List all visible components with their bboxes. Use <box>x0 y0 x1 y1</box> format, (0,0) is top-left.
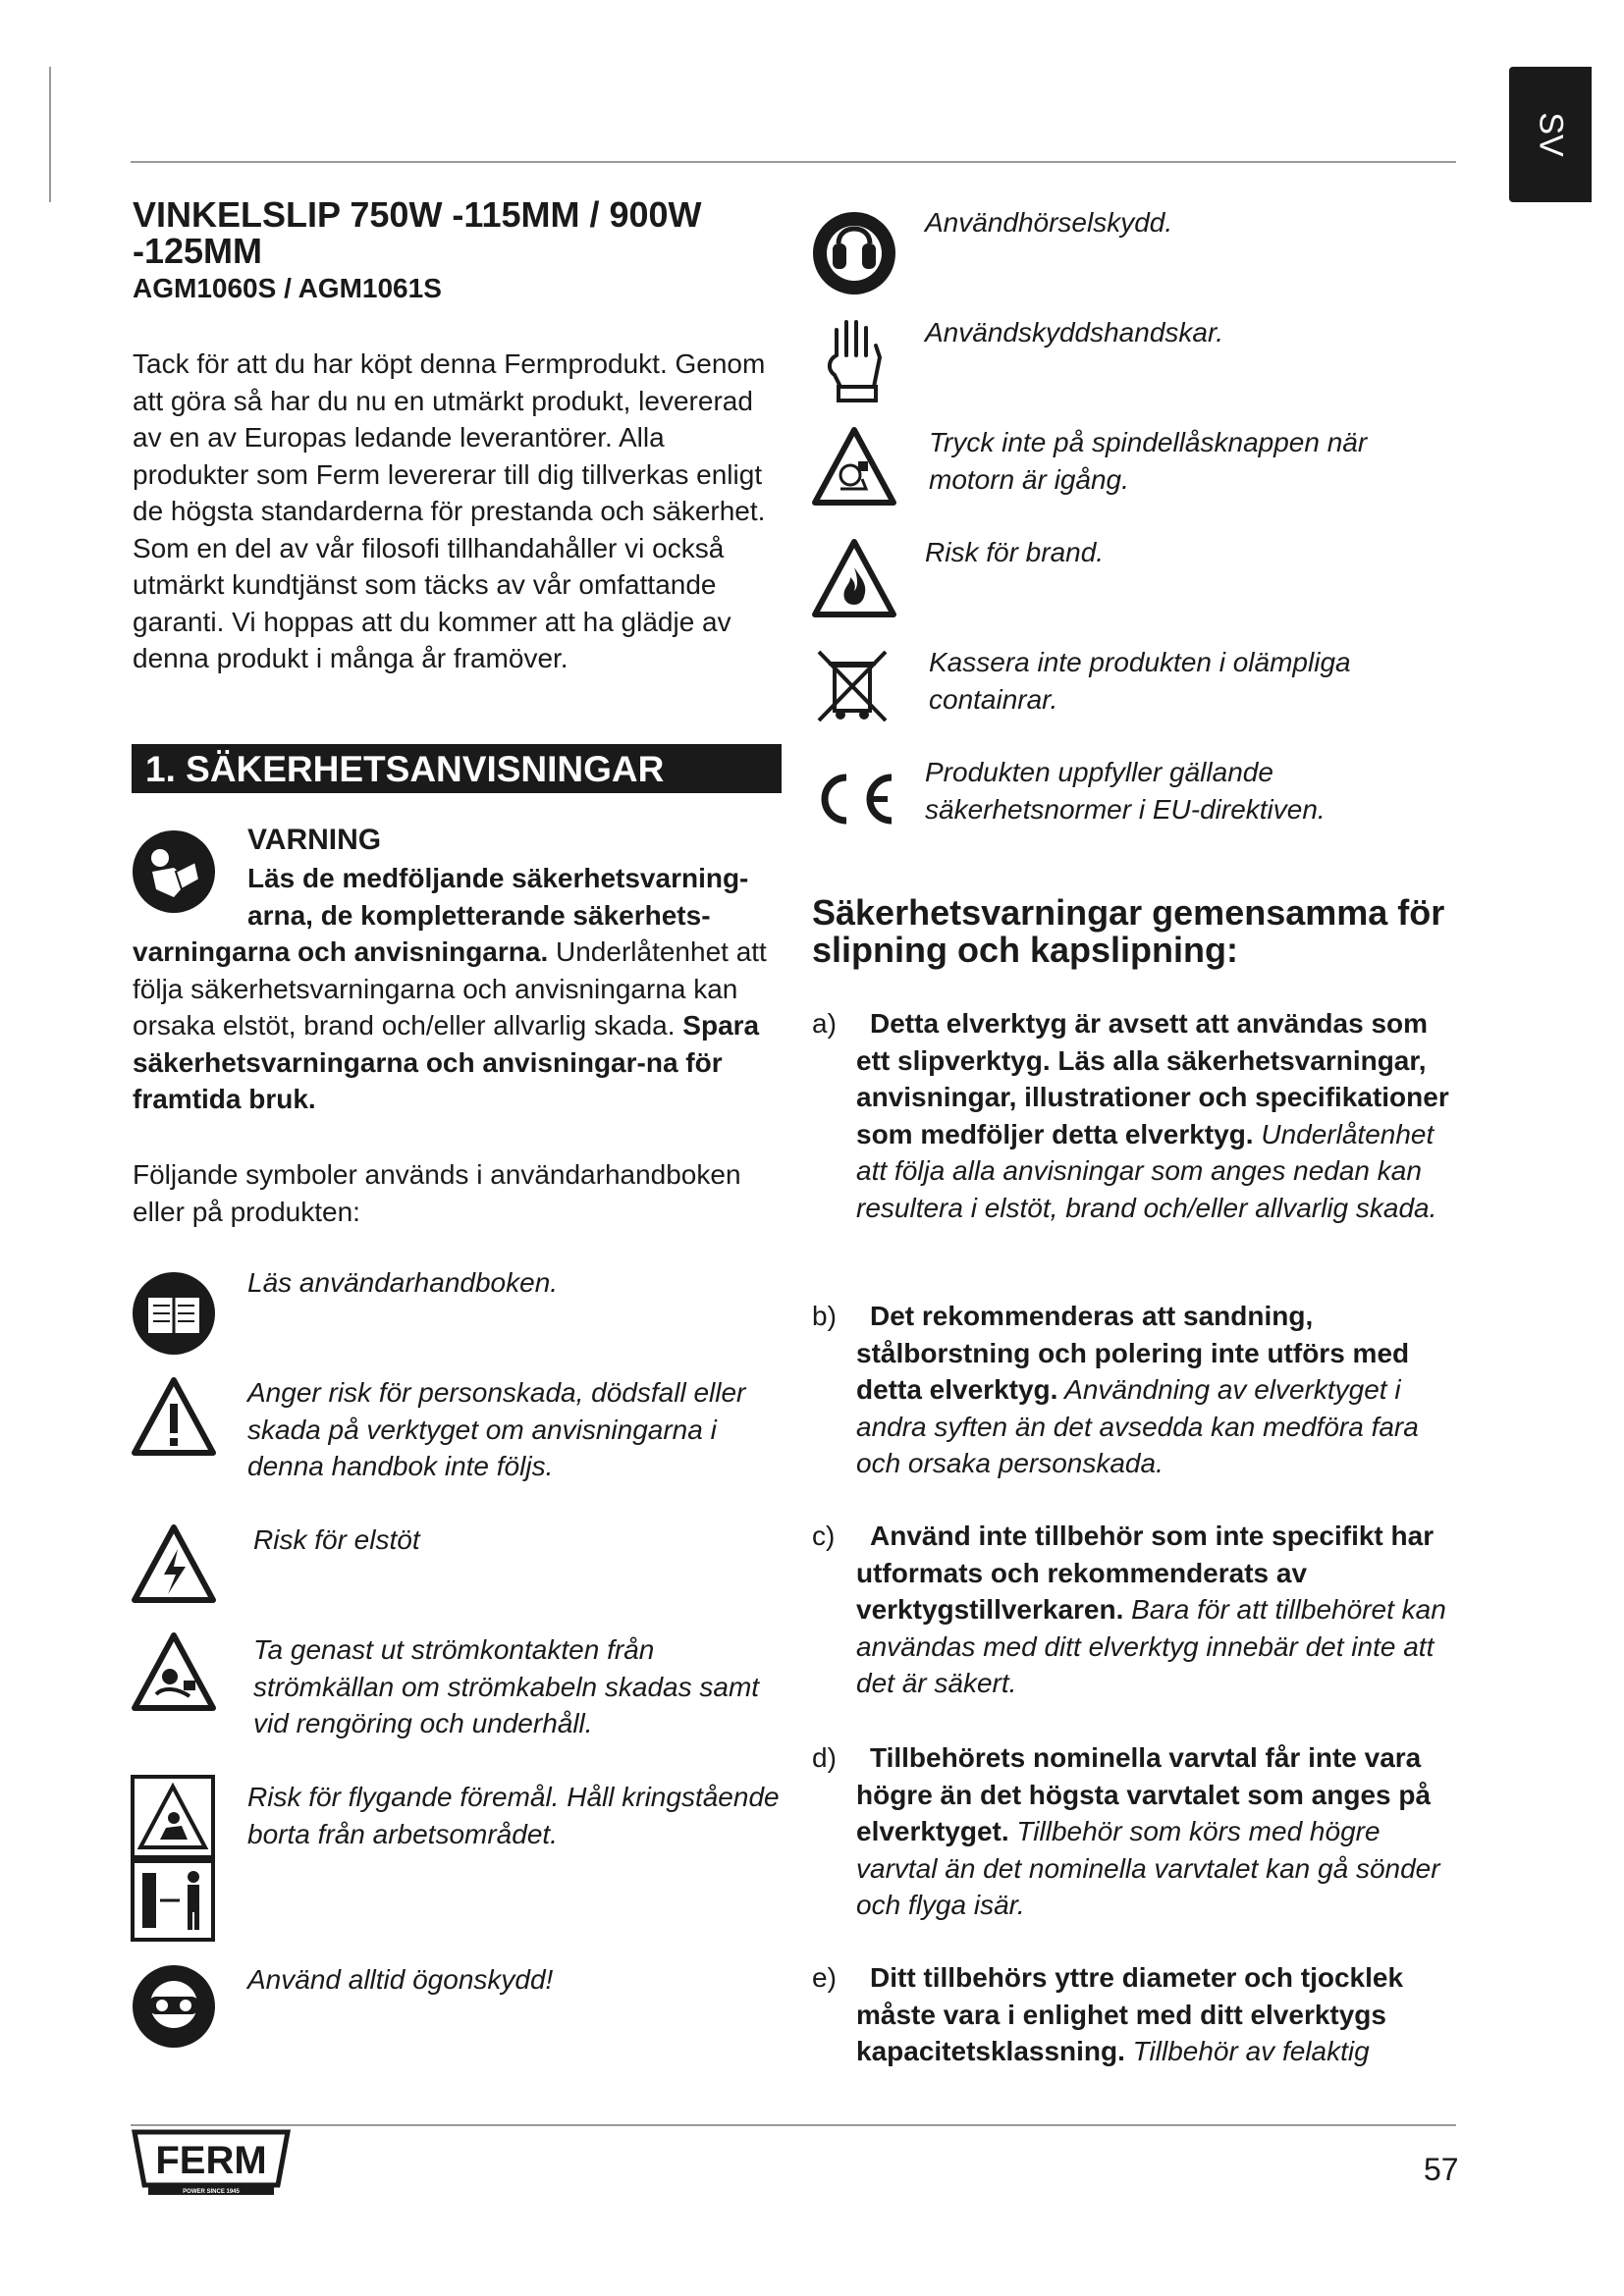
warning-body <box>133 860 785 1118</box>
manual-icon <box>131 1270 217 1362</box>
item-italic: Tillbehör som körs med högre varvtal än det nominella varvtalet kan gå sönder och flyga isär. <box>856 1816 1440 1920</box>
item-italic: Användning av elverktyget i andra syften än det avsedda kan medföra fara och orsaka personskada. <box>856 1374 1419 1478</box>
spindle-lock-icon <box>811 426 897 511</box>
eye-protection-icon <box>131 1963 217 2055</box>
logo-text: FERM <box>155 2139 267 2182</box>
item-italic: Underlåtenhet att följa alla anvisningar som anges nedan kan resultera i elstöt, brand och/eller allvarlig skada. <box>856 1118 1437 1223</box>
header-rule <box>131 161 1456 163</box>
language-tab-label: SV <box>1532 112 1570 157</box>
symbol-text-ce: Produkten uppfyller gällande säkerhetsnormer i EU-direktiven. <box>925 757 1326 825</box>
logo-tagline: POWER SINCE 1945 <box>183 2189 240 2195</box>
symbol-text-fire: Risk för brand. <box>925 537 1105 567</box>
item-bold: Tillbehörets nominella varvtal får inte vara högre än det högsta varvtalet som anges på elverktyget. <box>856 1742 1432 1846</box>
symbols-intro: Följande symboler används i användarhandboken eller på produkten: <box>133 1159 741 1227</box>
warning-paragraph <box>133 934 785 1118</box>
item-bold: Använd inte tillbehör som inte specifikt har utformats och rekommenderats av verktygstillverkaren. <box>856 1521 1435 1625</box>
flying-objects-icon <box>131 1775 215 1947</box>
ear-protection-icon <box>811 210 897 301</box>
fire-icon <box>811 538 897 623</box>
left-margin-line <box>49 67 51 202</box>
model-number: AGM1060S / AGM1061S <box>133 273 442 303</box>
item-bold: Detta elverktyg är avsett att användas som ett slipverktyg. Läs alla säkerhetsvarningar, anvisningar, illustrationer och specifikationer som medföljer detta elverktyg. <box>856 1008 1449 1149</box>
grinding-item-c <box>812 1518 1465 1702</box>
item-bold: Det rekommenderas att sandning, stålborstning och polering inte utförs med detta elverktyg. <box>856 1301 1410 1405</box>
symbol-text-warning: Anger risk för personskada, dödsfall eller skada på verktyget om anvisningarna i denna handbok inte följs. <box>247 1377 746 1481</box>
symbol-text-eye: Använd alltid ögonskydd! <box>247 1964 554 1995</box>
ferm-logo <box>131 2128 292 2197</box>
item-italic: Bara för att tillbehöret kan användas med ditt elverktyg innebär det inte att det är säkert. <box>856 1594 1446 1698</box>
gloves-icon <box>821 316 892 409</box>
item-label: c) <box>812 1521 836 1551</box>
warning-normal-span: Underlåtenhet att följa säkerhetsvarningarna och anvisningarna kan orsaka elstöt, brand och/eller allvarlig skada. <box>133 936 767 1041</box>
warning-bold-continued-span: varningarna och anvisningarna. <box>133 936 549 967</box>
symbol-text-weee: Kassera inte produkten i olämpliga containrar. <box>929 647 1351 715</box>
item-bold: Ditt tillbehörs yttre diameter och tjocklek måste vara i enlighet med ditt elverktygs kapacitetsklassning. <box>856 1962 1404 2066</box>
item-label: e) <box>812 1962 837 1993</box>
item-label: d) <box>812 1742 837 1773</box>
footer-rule <box>131 2124 1456 2126</box>
grinding-item-e <box>812 1959 1465 2070</box>
warning-bold-save-span: Spara säkerhetsvarningarna och anvisningar-na för framtida bruk. <box>133 1010 760 1114</box>
symbol-text-ear: Användhörselskydd. <box>925 207 1173 238</box>
symbol-text-unplug: Ta genast ut strömkontakten från strömkällan om strömkabeln skadas samt vid rengöring och underhåll. <box>253 1634 760 1738</box>
symbol-text-manual: Läs användarhandboken. <box>247 1267 559 1298</box>
symbol-text-spindle: Tryck inte på spindellåsknappen när motorn är igång. <box>929 427 1368 495</box>
section-heading-bar <box>132 744 782 793</box>
grinding-heading: Säkerhetsvarningar gemensamma för slipning och kapslipning: <box>812 892 1445 970</box>
ce-mark-icon <box>811 772 897 831</box>
symbol-text-flying: Risk för flygande föremål. Håll kringstående borta från arbetsområdet. <box>247 1782 780 1849</box>
warning-title: VARNING <box>247 824 382 856</box>
item-italic: Tillbehör av felaktig <box>1124 2036 1370 2066</box>
grinding-item-d <box>812 1739 1465 1924</box>
intro-paragraph: Tack för att du har köpt denna Fermprodukt. Genom att göra så har du nu en utmärkt produkt, levererad av en av Europas ledande leverantörer. Alla produkter som Ferm levererar till dig tillverkas enligt de högsta standarderna för prestanda och säkerhet. Som en del av vår filosofi tillhandahåller vi också utmärkt kundtjänst som täcks av vår omfattande garanti. Vi hoppas att du kommer att ha glädje av denna produkt i många år framöver. <box>133 348 766 673</box>
symbol-text-electric: Risk för elstöt <box>253 1524 420 1555</box>
page-title: VINKELSLIP 750W -115MM / 900W -125MM <box>133 194 702 271</box>
unplug-icon <box>131 1631 217 1717</box>
item-label: a) <box>812 1008 837 1039</box>
electric-shock-icon <box>131 1523 217 1609</box>
symbol-text-gloves: Användskyddshandskar. <box>925 317 1224 347</box>
weee-bin-icon <box>815 648 890 729</box>
page-number: 57 <box>1424 2152 1459 2187</box>
warning-bold-intro: Läs de medföljande säkerhetsvarning-arna, de kompletterande säkerhets- <box>247 863 749 931</box>
section-heading: 1. SÄKERHETSANVISNINGAR <box>145 749 665 789</box>
grinding-item-b <box>812 1298 1465 1482</box>
warning-icon <box>131 1376 217 1462</box>
grinding-item-a <box>812 1005 1465 1226</box>
item-label: b) <box>812 1301 837 1331</box>
language-tab <box>1509 67 1592 202</box>
